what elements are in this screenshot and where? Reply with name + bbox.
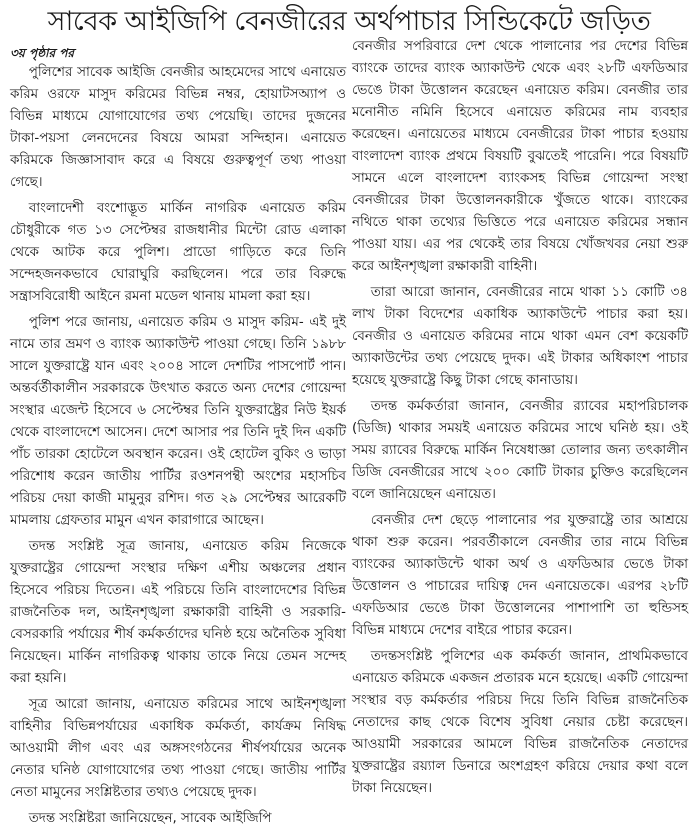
article-paragraph: বেনজীর সপরিবারে দেশ থেকে পালানোর পর দেশের বিভিন্ন ব্যাংকে তাদের ব্যাংক অ্যাকাউন্ট থেকে এবং ২৮টি এফডিআর ভেঙে টাকা উত্তোলন করেছেন এনায়েত করিম। বেনজীর তার মনোনীত নমিনি হিসেবে এনায়েত করিমের নাম ব্যবহার করেছেন। এনায়েতের মাধ্যমে বেনজীরের টাকা পাচার হওয়ায় বাংলাদেশ ব্যাংক প্রথমে বিষয়টি বুঝতেই পারেনি। পরে বিষয়টি সামনে এলে বাংলাদেশ ব্যাংকসহ বিভিন্ন গোয়েন্দা সংস্থা বেনজীরের টাকা উত্তোলনকারীকে খুঁজতে থাকে। ব্যাংকের নথিতে থাকা তথ্যের ভিত্তিতে পরে এনায়েত করিমের সন্ধান পাওয়া যায়। এর পর থেকেই তার বিষয়ে খোঁজখবর নেয়া শুরু করে আইনশৃঙ্খলা রক্ষাকারী বাহিনী। <box>352 39 688 274</box>
article-paragraph: সূত্র আরো জানায়, এনায়েত করিমের সাথে আইনশৃঙ্খলা বাহিনীর বিভিন্নপর্যায়ের একাধিক কর্মকর্তা, কার্যক্রম নিষিদ্ধ আওয়ামী লীগ এবং এর অঙ্গসংগঠনের শীর্ষপর্যায়ের অনেক নেতার ঘনিষ্ঠ যোগাযোগের তথ্য পাওয়া গেছে। জাতীয় পার্টির নেতা মামুনের সংশ্লিষ্টতার তথ্যও পেয়েছে দুদক। <box>10 697 346 800</box>
article-paragraph: তারা আরো জানান, বেনজীরের নামে থাকা ১১ কোটি ৩৪ লাখ টাকা বিদেশের একাধিক অ্যাকাউন্টে পাচার করা হয়। বেনজীর ও এনায়েত করিমের নামে থাকা এমন বেশ কয়েকটি অ্যাকাউন্টের তথ্য পেয়েছে দুদক। এই টাকার অধিকাংশ পাচার হয়েছে যুক্তরাষ্ট্রে কিছু টাকা গেছে কানাডায়। <box>352 285 688 388</box>
article-paragraph: পুলিশ পরে জানায়, এনায়েত করিম ও মাসুদ করিম- এই দুই নামে তার ভ্রমণ ও ব্যাংক অ্যাকাউন্ট পাওয়া গেছে। তিনি ১৯৮৮ সালে যুক্তরাষ্ট্রে যান এবং ২০০৪ সালে দেশটির পাসপোর্ট পান। অন্তর্বর্তীকালীন সরকারকে উৎখাত করতে অন্য দেশের গোয়েন্দা সংস্থার এজেন্ট হিসেবে ৬ সেপ্টেম্বর তিনি যুক্তরাষ্ট্রের নিউ ইয়র্ক থেকে বাংলাদেশে আসেন। দেশে আসার পর তিনি দুই দিন একটি পাঁচ তারকা হোটেলে অবস্থান করেন। ওই হোটেল বুকিং ও ভাড়া পরিশোধ করেন জাতীয় পার্টির রওশনপন্থী অংশের মহাসচিব পরিচয় দেয়া কাজী মামুনুর রশিদ। গত ২৯ সেপ্টেম্বর আরেকটি মামলায় গ্রেফতার মামুন এখন কারাগারে আছেন। <box>10 315 346 528</box>
article-column-left <box>10 44 346 834</box>
article-column-right <box>352 36 688 804</box>
continued-from-label: ৩য় পৃষ্ঠার পর <box>10 46 75 60</box>
article-paragraph: বেনজীর দেশ ছেড়ে পালানোর পর যুক্তরাষ্ট্রে তার আশ্রয়ে থাকা শুরু করেন। পরবর্তীকালে বেনজীর তার নামে বিভিন্ন ব্যাংকের অ্যাকাউন্টে থাকা অর্থ ও এফডিআর ভেঙে টাকা উত্তোলন ও পাচারের দায়িত্ব দেন এনায়েতকে। এরপর ২৮টি এফডিআর ভেঙে টাকা উত্তোলনের পাশাপাশি তা হুন্ডিসহ বিভিন্ন মাধ্যমে দেশের বাইরে পাচার করেন। <box>352 513 688 638</box>
article-paragraph: বাংলাদেশী বংশোদ্ভূত মার্কিন নাগরিক এনায়েত করিম চৌধুরীকে গত ১৩ সেপ্টেম্বর রাজধানীর মিন্টো রোড এলাকা থেকে আটক করে পুলিশ। প্রাডো গাড়িতে করে তিনি সন্দেহজনকভাবে ঘোরাঘুরি করছিলেন। পরে তার বিরুদ্ধে সন্ত্রাসবিরোধী আইনে রমনা মডেল থানায় মামলা করা হয়। <box>10 201 346 304</box>
article-paragraph: পুলিশের সাবেক আইজি বেনজীর আহমেদের সাথে এনায়েত করিম ওরফে মাসুদ করিমের বিভিন্ন নম্বর, হোয়াটসঅ্যাপ ও বিভিন্ন মাধ্যমে যোগাযোগের তথ্য পেয়েছি। তাদের দুজনের টাকা-পয়সা লেনদেনের বিষয়ে আমরা সন্দিহান। এনায়েত করিমকে জিজ্ঞাসাবাদ করে এ বিষয়ে গুরুত্বপূর্ণ তথ্য পাওয়া গেছে। <box>10 65 346 190</box>
article-paragraph: তদন্ত কর্মকর্তারা জানান, বেনজীর র‌্যাবের মহাপরিচালক (ডিজি) থাকার সময়ই এনায়েত করিমের সাথে ঘনিষ্ঠ হয়। ওই সময় র‌্যাবের বিরুদ্ধে মার্কিন নিষেধাজ্ঞা তোলার জন্য তৎকালীন ডিজি বেনজীরের সাথে ২০০ কোটি টাকার চুক্তিও করেছিলেন বলে জানিয়েছেন এনায়েত। <box>352 399 688 502</box>
headline: সাবেক আইজিপি বেনজীরের অর্থপাচার সিন্ডিকেটে জড়িত <box>47 6 651 37</box>
article-paragraph: তদন্ত সংশ্লিষ্ট সূত্র জানায়, এনায়েত করিম নিজেকে যুক্তরাষ্ট্রের গোয়েন্দা সংস্থার দক্ষিণ এশীয় অঞ্চলের প্রধান হিসেবে পরিচয় দিতেন। এই পরিচয়ে তিনি বাংলাদেশের বিভিন্ন রাজনৈতিক দল, আইনশৃঙ্খলা রক্ষাকারী বাহিনী ও সরকারি-বেসরকারি পর্যায়ের শীর্ষ কর্মকর্তাদের ঘনিষ্ঠ হয়ে অনৈতিক সুবিধা নিয়েছেন। মার্কিন নাগরিকত্ব থাকায় তাকে নিয়ে তেমন সন্দেহ করা হয়নি। <box>10 539 346 686</box>
article-paragraph: তদন্তসংশ্লিষ্ট পুলিশের এক কর্মকর্তা জানান, প্রাথমিকভাবে এনায়েত করিমকে একজন প্রতারক মনে হয়েছে। একটি গোয়েন্দা সংস্থার বড় কর্মকর্তার পরিচয় দিয়ে তিনি বিভিন্ন রাজনৈতিক নেতাদের কাছ থেকে বিশেষ সুবিধা নেয়ার চেষ্টা করেছেন। আওয়ামী সরকারের আমলে বিভিন্ন রাজনৈতিক নেতাদের যুক্তরাষ্ট্রের রয়্যাল ডিনারে অংশগ্রহণ করিয়ে দেয়ার কথা বলে টাকা নিয়েছেন। <box>352 649 688 796</box>
article-paragraph: তদন্ত সংশ্লিষ্টরা জানিয়েছেন, সাবেক আইজিপি <box>28 811 272 826</box>
